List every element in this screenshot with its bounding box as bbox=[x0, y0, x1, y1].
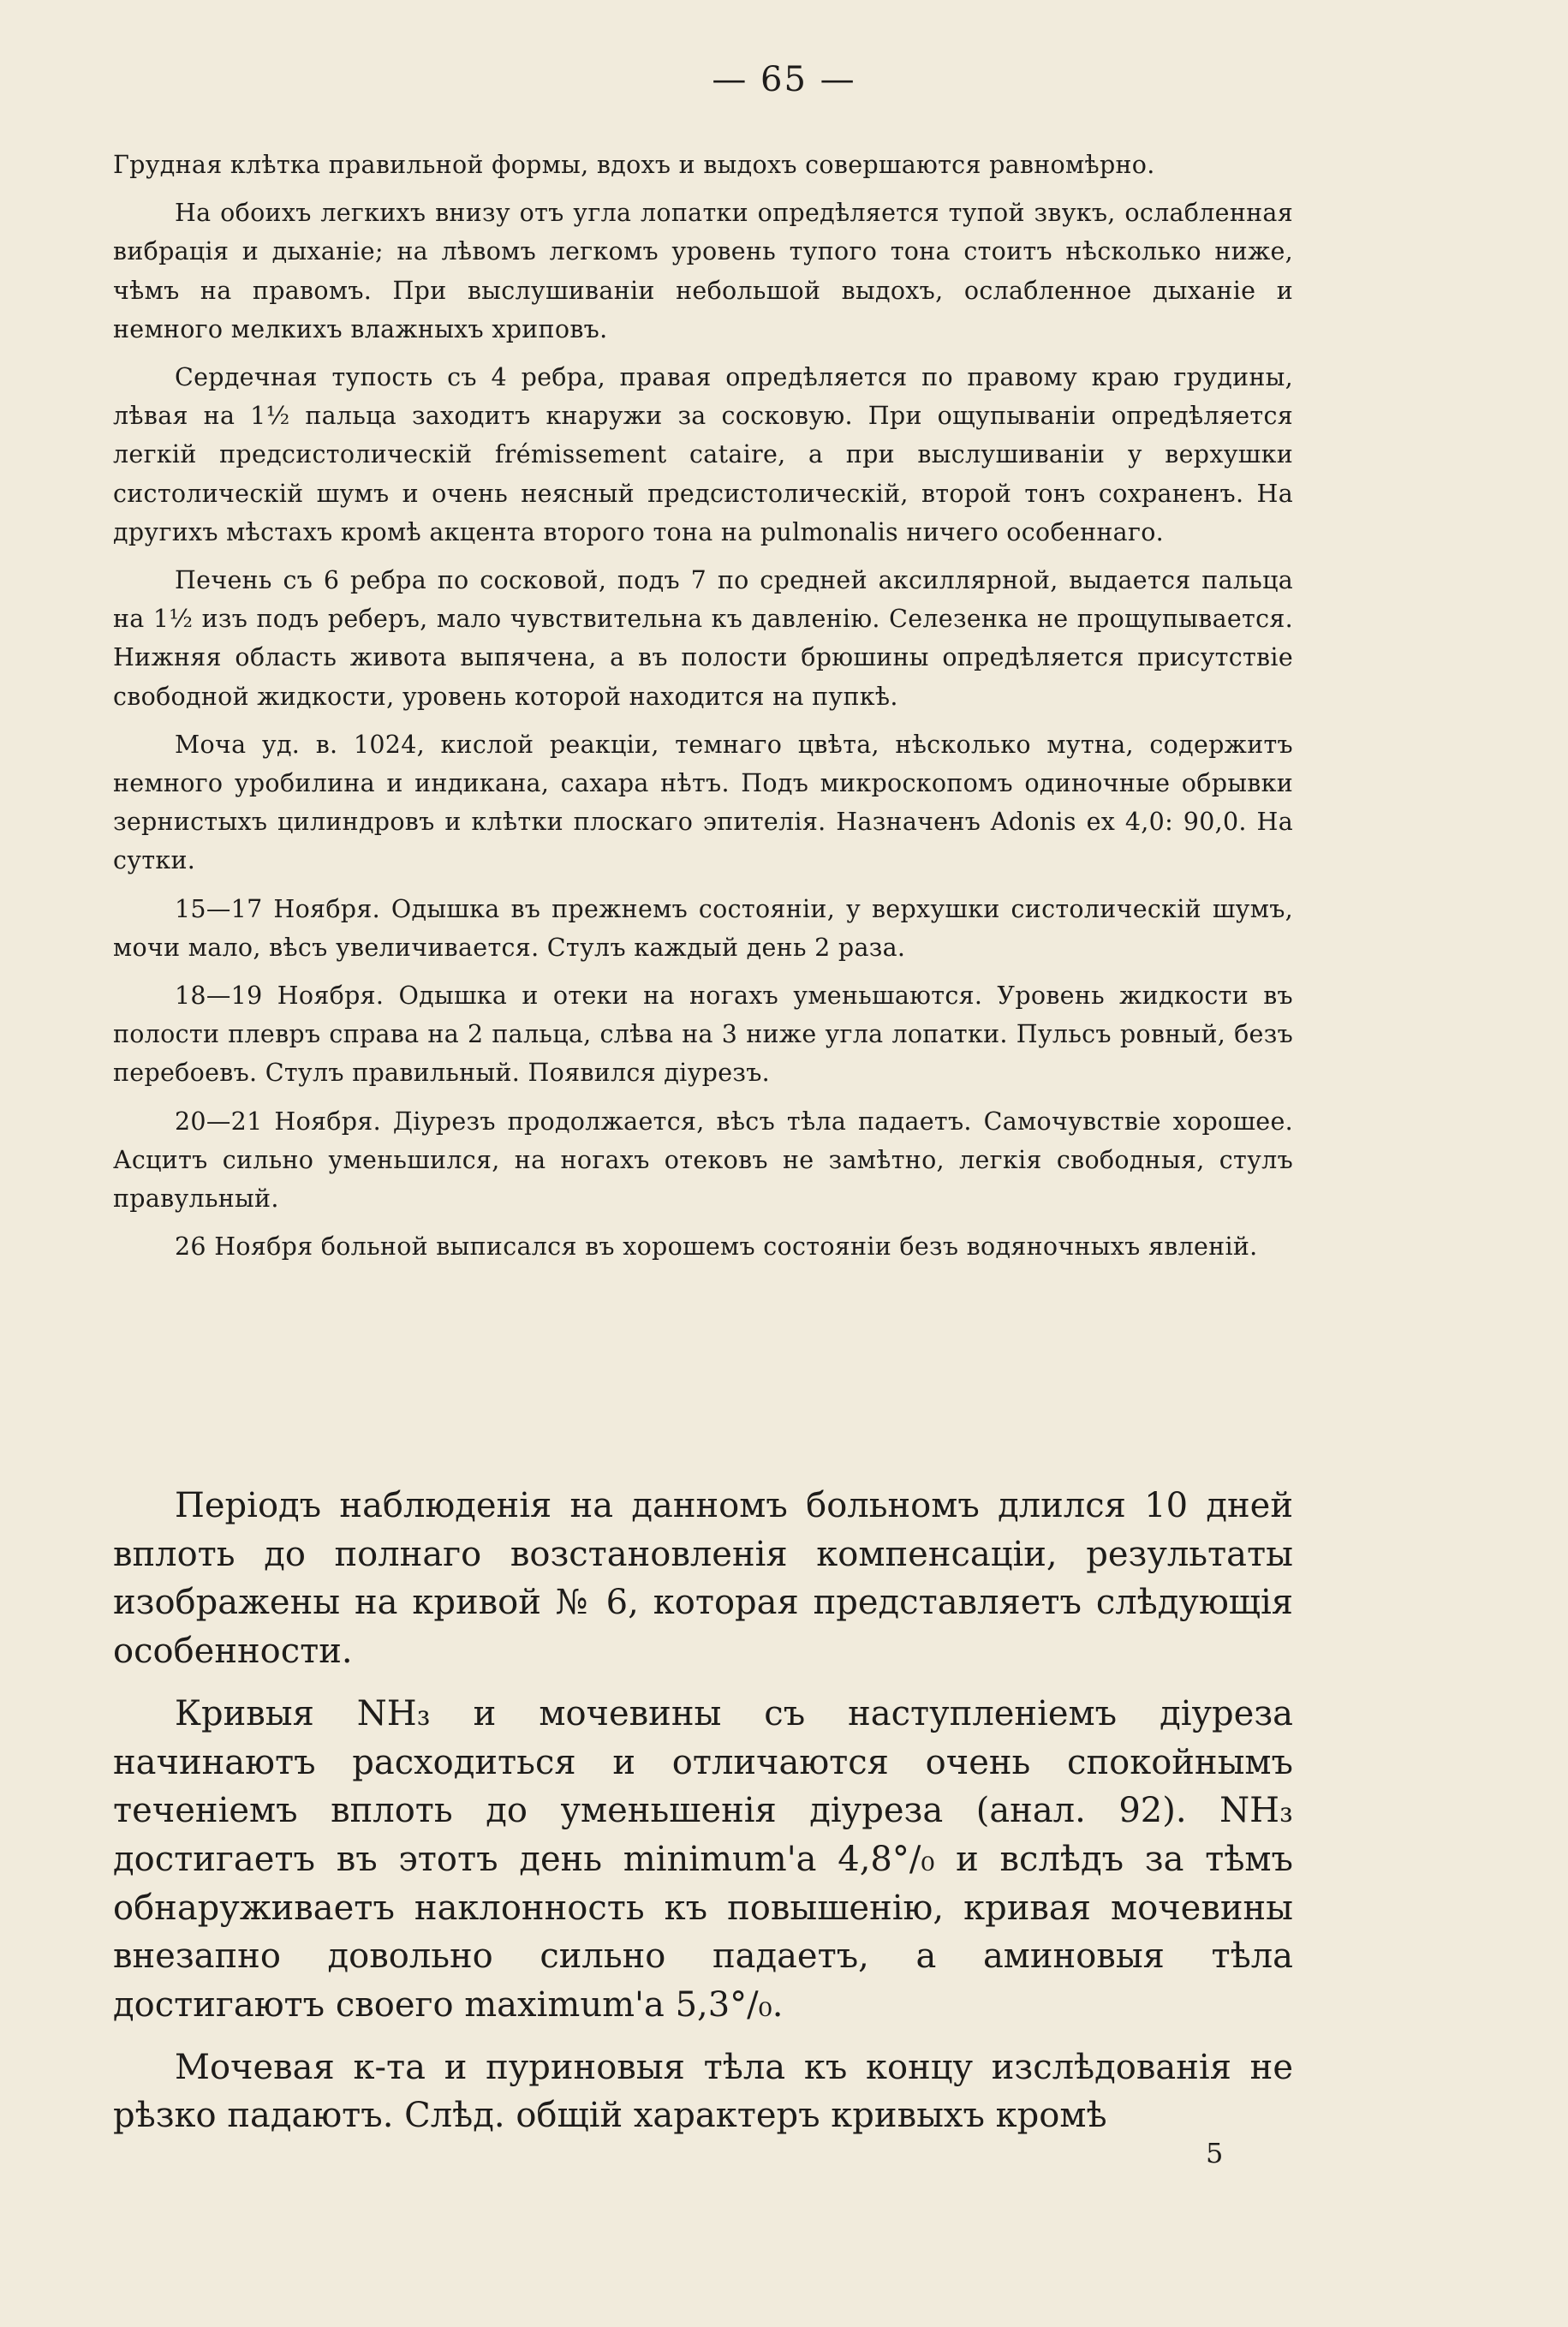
summary-paragraph: Мочевая к-та и пуриновыя тѣла къ концу изслѣдованія не рѣзко падаютъ. Слѣд. общій характеръ кривыхъ кромѣ bbox=[113, 2047, 1293, 2136]
case-note-paragraph: 20—21 Ноября. Діурезъ продолжается, вѣсъ тѣла падаетъ. Самочувствіе хорошее. Асцитъ сильно уменьшился, на ногахъ отековъ не замѣтно, легкія свободныя, стулъ правульный. bbox=[113, 1107, 1293, 1214]
case-note-paragraph: 15—17 Ноября. Одышка въ прежнемъ состояніи, у верхушки систолическій шумъ, мочи мало, вѣсъ увеличивается. Стулъ каждый день 2 раза. bbox=[113, 894, 1293, 962]
summary-paragraph: Кривыя NH₃ и мочевины съ наступленіемъ діуреза начинаютъ расходиться и отличаются очень спокойнымъ теченіемъ вплоть до уменьшенія діуреза (анал. 92). NH₃ достигаетъ въ этотъ день minimum'a 4,8°/₀ и вслѣдъ за тѣмъ обнаруживаетъ наклонность къ повышенію, кривая мочевины внезапно довольно сильно падаетъ, а аминовыя тѣла достигаютъ своего maximum'a 5,3°/₀. bbox=[113, 1693, 1293, 2026]
page-number: — 65 — bbox=[712, 60, 856, 99]
summary-paragraph: Періодъ наблюденія на данномъ больномъ длился 10 дней вплоть до полнаго возстановленія компенсаціи, результаты изображены на кривой № 6, которая представляетъ слѣдующія особенности. bbox=[113, 1486, 1293, 1672]
case-note-paragraph: Грудная клѣтка правильной формы, вдохъ и выдохъ совершаются равномѣрно. bbox=[113, 151, 1155, 179]
case-note-paragraph: На обоихъ легкихъ внизу отъ угла лопатки опредѣляется тупой звукъ, ослабленная вибрація и дыханіе; на лѣвомъ легкомъ уровень тупого тона стоитъ нѣсколько ниже, чѣмъ на правомъ. При выслушиваніи небольшой выдохъ, ослабленное дыханіе и немного мелкихъ влажныхъ хриповъ. bbox=[113, 199, 1293, 343]
case-note-paragraph: Моча уд. в. 1024, кислой реакціи, темнаго цвѣта, нѣсколько мутна, содержитъ немного уробилина и индикана, сахара нѣтъ. Подъ микроскопомъ одиночные обрывки зернистыхъ цилиндровъ и клѣтки плоскаго эпителія. Назначенъ Adonis ex 4,0: 90,0. На сутки. bbox=[113, 730, 1293, 875]
case-note-paragraph: 26 Ноября больной выписался въ хорошемъ состояніи безъ водяночныхъ явленій. bbox=[175, 1232, 1258, 1262]
case-notes bbox=[113, 146, 1293, 1275]
summary-text bbox=[113, 1482, 1293, 2154]
case-note-paragraph: 18—19 Ноября. Одышка и отеки на ногахъ уменьшаются. Уровень жидкости въ полости плевръ справа на 2 пальца, слѣва на 3 ниже угла лопатки. Пульсъ ровный, безъ перебоевъ. Стулъ правильный. Появился діурезъ. bbox=[113, 982, 1293, 1088]
case-note-paragraph: Сердечная тупость съ 4 ребра, правая опредѣляется по правому краю грудины, лѣвая на 1½ пальца заходитъ кнаружи за сосковую. При ощупываніи опредѣляется легкій предсистолическій frémissement cataire, а при выслушиваніи у верхушки систолическій шумъ и очень неясный предсистолическій, второй тонъ сохраненъ. На другихъ мѣстахъ кромѣ акцента второго тона на pulmonalis ничего особеннаго. bbox=[113, 363, 1293, 546]
signature-mark: 5 bbox=[1206, 2137, 1224, 2169]
case-note-paragraph: Печень съ 6 ребра по сосковой, подъ 7 по средней аксиллярной, выдается пальца на 1½ изъ подъ реберъ, мало чувствительна къ давленію. Селезенка не прощупывается. Нижняя область живота выпячена, а въ полости брюшины опредѣляется присутствіе свободной жидкости, уровень которой находится на пупкѣ. bbox=[113, 566, 1293, 711]
